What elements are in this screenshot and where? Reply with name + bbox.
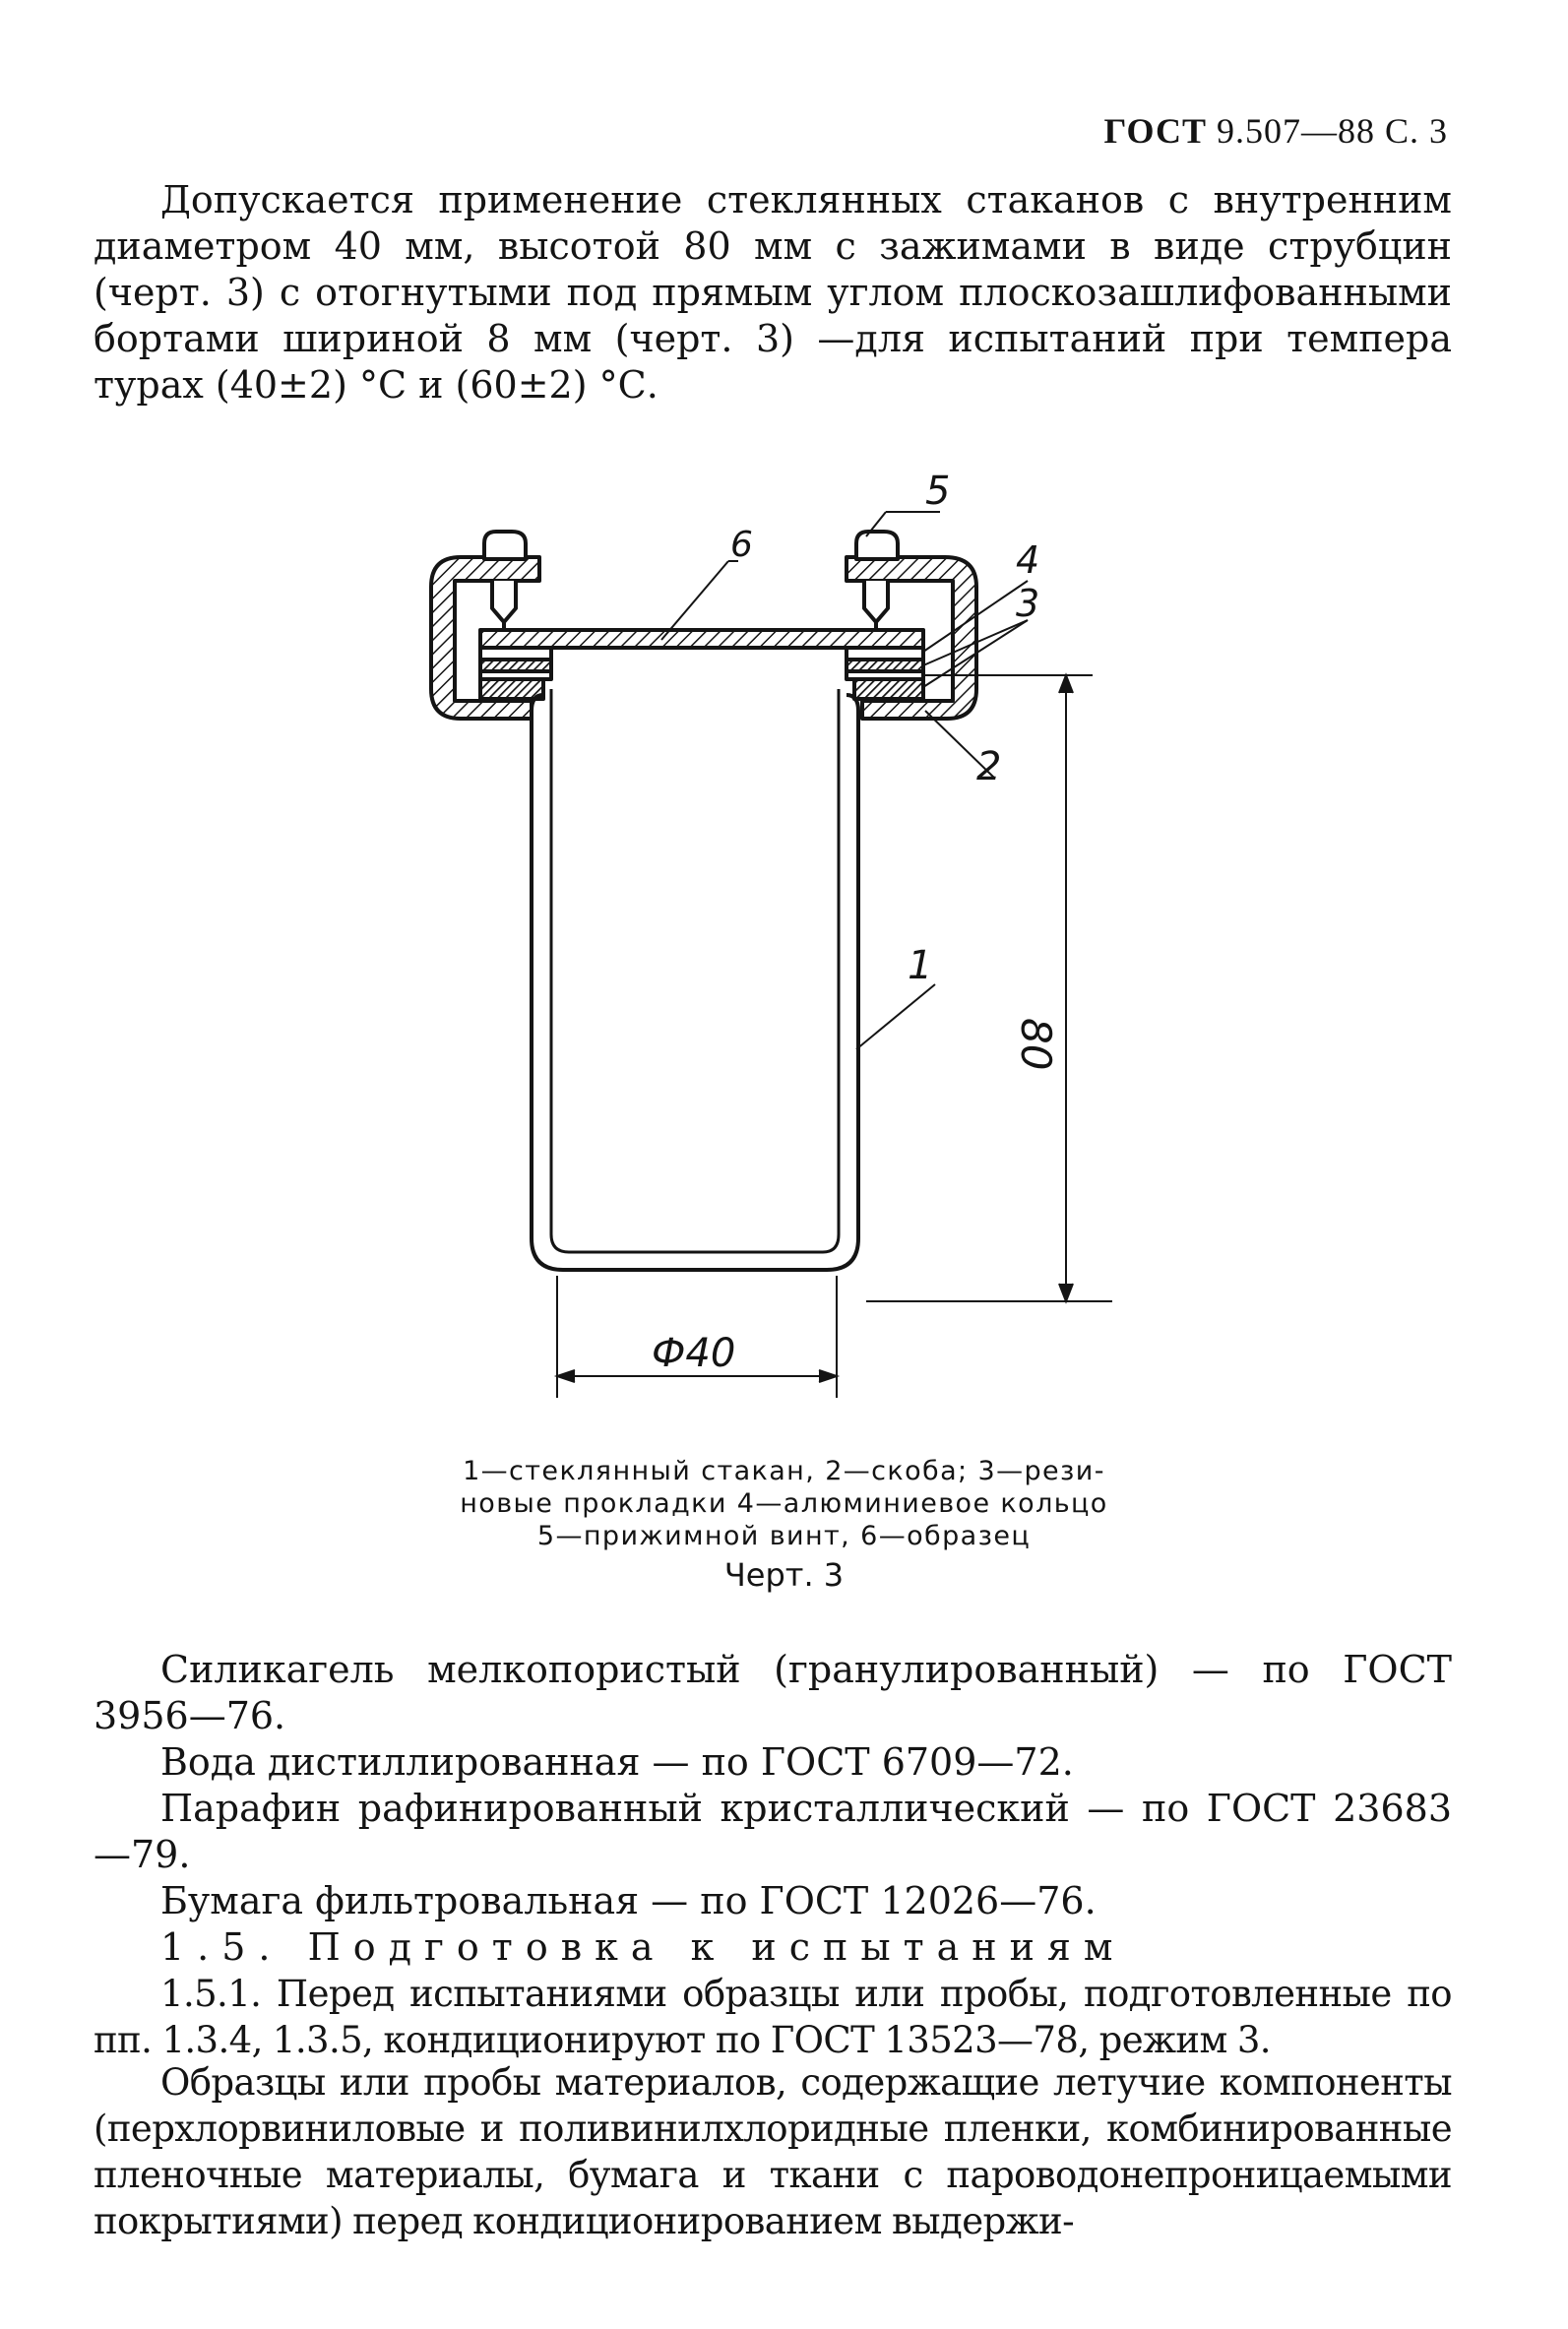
- figure-title: Черт. 3: [723, 1556, 845, 1594]
- label-5: 5: [925, 469, 951, 514]
- caption-line-3: 5—прижимной винт, 6—образец: [536, 1521, 1032, 1551]
- label-6: 6: [730, 525, 753, 565]
- caption-line-2: новые прокладки 4—алюминиевое кольцо: [460, 1488, 1108, 1519]
- material-distilled-water: Вода дистиллированная — по ГОСТ 6709—72.: [160, 1740, 1074, 1784]
- material-silica-gel: Силикагель мелкопористый (гранулированный) — по ГОСТ 3956—76.: [94, 1648, 1452, 1737]
- header-number: 9.507—88: [1216, 111, 1375, 151]
- intro-paragraph: Допускается применение стеклянных стаканов с внутренним диаметром 40 мм, высотой 80 мм с зажимами в виде струбцин (черт. 3) с отогнутыми под прямым углом плоскозашлифованными бортами шириной 8 мм (черт. 3) —для испытаний при темпера турах (40±2) °С и (60±2) °С.: [94, 178, 1452, 407]
- glass-beaker-inner: [551, 689, 839, 1252]
- section-heading: 1.5. Подготовка к испытаниям: [160, 1925, 1126, 1969]
- label-2: 2: [976, 744, 1002, 789]
- caption-line-1: 1—стеклянный стакан, 2—скоба; 3—рези-: [463, 1456, 1105, 1486]
- label-3: 3: [1016, 582, 1040, 625]
- section-paragraph-2: Образцы или пробы материалов, содержащие летучие компоненты (перхлорвиниловые и поливинилхлоридные пленки, комбинированные пленочные материалы, бумага и ткани с пароводонепроницаемыми покрытиями) перед кондиционированием выдержи-: [94, 2061, 1452, 2242]
- figure-3-drawing: [0, 463, 1568, 1467]
- header-page: С. 3: [1384, 111, 1448, 151]
- figure-caption: [0, 1455, 1568, 1552]
- label-diameter: Ф40: [652, 1331, 736, 1376]
- label-height: 80: [1012, 1018, 1060, 1071]
- page-header: [1104, 110, 1448, 152]
- material-paraffin: Парафин рафинированный кристаллический — по ГОСТ 23683—79.: [94, 1787, 1452, 1876]
- glass-beaker-outer: [532, 695, 858, 1270]
- gasket-bottom-right: [854, 679, 923, 699]
- header-standard: ГОСТ: [1103, 111, 1207, 151]
- gasket-bottom-left: [480, 679, 543, 699]
- section-paragraph-1: 1.5.1. Перед испытаниями образцы или пробы, подготовленные по пп. 1.3.4, 1.3.5, кондиционируют по ГОСТ 13523—78, режим 3.: [94, 1973, 1452, 2061]
- label-1: 1: [908, 943, 933, 988]
- material-filter-paper: Бумага фильтровальная — по ГОСТ 12026—76.: [160, 1879, 1097, 1922]
- label-4: 4: [1016, 538, 1040, 582]
- sample-plate: [480, 630, 923, 648]
